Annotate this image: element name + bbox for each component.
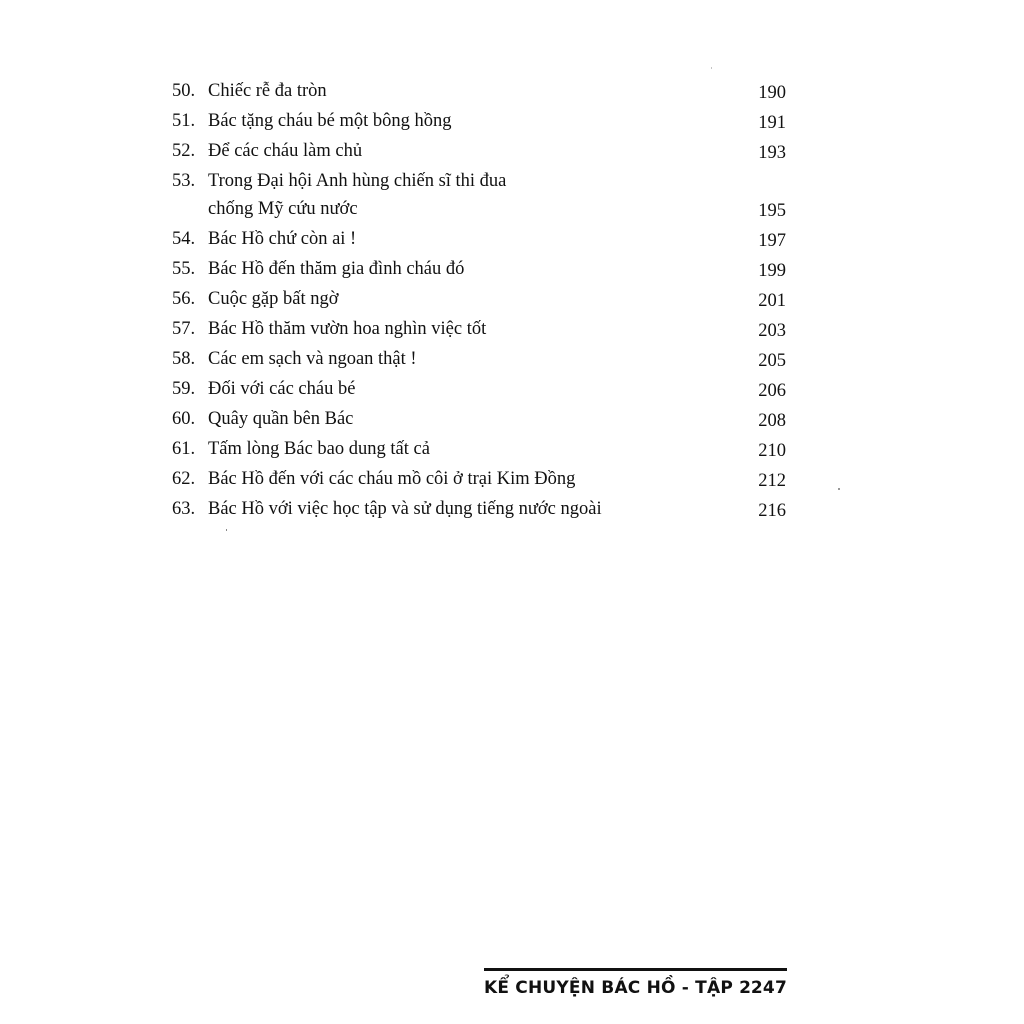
toc-entry <box>172 434 786 464</box>
entry-title: Bác Hồ với việc học tập và sử dụng tiếng nước ngoài <box>208 499 602 519</box>
print-speck <box>711 67 712 69</box>
entry-title: Bác Hồ đến với các cháu mồ côi ở trại Kim Đồng <box>208 469 576 489</box>
entry-number: 53. <box>172 171 196 191</box>
entry-title: Bác Hồ đến thăm gia đình cháu đó <box>208 259 465 279</box>
entry-page: 208 <box>758 411 786 431</box>
entry-title: Để các cháu làm chủ <box>208 141 363 161</box>
toc-entry <box>172 224 786 254</box>
entry-number: 60. <box>172 409 196 429</box>
entry-title: Cuộc gặp bất ngờ <box>208 289 339 309</box>
toc-entry <box>172 374 786 404</box>
entry-title-continued: chống Mỹ cứu nước <box>208 199 358 219</box>
entry-number: 50. <box>172 81 196 101</box>
entry-page: 212 <box>758 471 786 491</box>
entry-title: Các em sạch và ngoan thật ! <box>208 349 417 369</box>
entry-page: 210 <box>758 441 786 461</box>
entry-title: Tấm lòng Bác bao dung tất cả <box>208 439 430 459</box>
toc-entry <box>172 254 786 284</box>
toc-entry <box>172 136 786 166</box>
page-number: 247 <box>750 978 787 998</box>
toc-entry <box>172 464 786 494</box>
entry-number: 58. <box>172 349 196 369</box>
entry-page: 216 <box>758 501 786 521</box>
entry-number: 62. <box>172 469 196 489</box>
entry-page: 203 <box>758 321 786 341</box>
entry-number: 56. <box>172 289 196 309</box>
running-title: KỂ CHUYỆN BÁC HỒ - TẬP 2 <box>484 978 752 998</box>
entry-number: 52. <box>172 141 196 161</box>
toc-entry <box>172 284 786 314</box>
toc-entry <box>172 314 786 344</box>
entry-title: Bác tặng cháu bé một bông hồng <box>208 111 452 131</box>
entry-page: 201 <box>758 291 786 311</box>
entry-page: 199 <box>758 261 786 281</box>
entry-page: 206 <box>758 381 786 401</box>
footer-rule <box>484 968 787 971</box>
entry-title: Trong Đại hội Anh hùng chiến sĩ thi đua <box>208 171 507 191</box>
entry-number: 51. <box>172 111 196 131</box>
entry-title: Bác Hồ thăm vườn hoa nghìn việc tốt <box>208 319 487 339</box>
entry-page: 197 <box>758 231 786 251</box>
table-of-contents <box>172 76 786 524</box>
toc-entry <box>172 494 786 524</box>
toc-entry <box>172 106 786 136</box>
entry-page: 205 <box>758 351 786 371</box>
print-speck <box>226 529 227 531</box>
entry-page: 191 <box>758 113 786 133</box>
entry-number: 63. <box>172 499 196 519</box>
entry-page: 190 <box>758 83 786 103</box>
entry-number: 57. <box>172 319 196 339</box>
entry-number: 54. <box>172 229 196 249</box>
toc-entry <box>172 344 786 374</box>
entry-title: Quây quần bên Bác <box>208 409 354 429</box>
entry-number: 59. <box>172 379 196 399</box>
entry-page: 195 <box>758 201 786 221</box>
entry-number: 55. <box>172 259 196 279</box>
entry-title: Bác Hồ chứ còn ai ! <box>208 229 357 249</box>
print-speck <box>838 488 840 490</box>
entry-title: Đối với các cháu bé <box>208 379 356 399</box>
toc-entry <box>172 76 786 106</box>
toc-entry <box>172 166 786 224</box>
entry-number: 61. <box>172 439 196 459</box>
entry-title: Chiếc rễ đa tròn <box>208 81 327 101</box>
toc-entry <box>172 404 786 434</box>
entry-page: 193 <box>758 143 786 163</box>
